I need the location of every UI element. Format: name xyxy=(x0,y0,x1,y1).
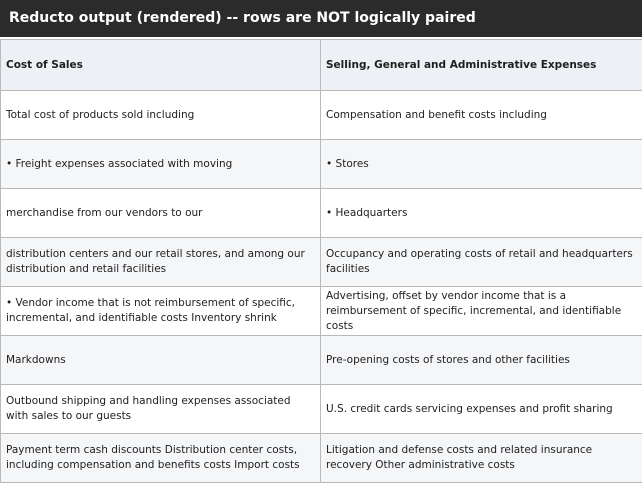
table-cell: Occupancy and operating costs of retail and headquarters facilities xyxy=(321,238,642,287)
table-row xyxy=(1,238,642,287)
table-cell: • Vendor income that is not reimbursement of specific, incremental, and identifiable costs Inventory shrink xyxy=(1,287,321,336)
table-cell: Compensation and benefit costs including xyxy=(321,91,642,140)
column-header-sga-expenses: Selling, General and Administrative Expenses xyxy=(321,40,642,91)
table-row xyxy=(1,189,642,238)
table-cell: Total cost of products sold including xyxy=(1,91,321,140)
table-cell: U.S. credit cards servicing expenses and profit sharing xyxy=(321,385,642,434)
table-row xyxy=(1,287,642,336)
table-header-row xyxy=(1,40,642,91)
table-cell: • Headquarters xyxy=(321,189,642,238)
table-cell: Litigation and defense costs and related insurance recovery Other administrative costs xyxy=(321,434,642,483)
table-cell: merchandise from our vendors to our xyxy=(1,189,321,238)
table-row xyxy=(1,336,642,385)
table-cell: Payment term cash discounts Distribution center costs, including compensation and benefits costs Import costs xyxy=(1,434,321,483)
column-header-cost-of-sales: Cost of Sales xyxy=(1,40,321,91)
table-row xyxy=(1,385,642,434)
expense-table xyxy=(0,39,642,483)
table-row xyxy=(1,91,642,140)
table-cell: • Freight expenses associated with moving xyxy=(1,140,321,189)
table-cell: Markdowns xyxy=(1,336,321,385)
table-row xyxy=(1,140,642,189)
table-row xyxy=(1,434,642,483)
table-cell: distribution centers and our retail stores, and among our distribution and retail facilities xyxy=(1,238,321,287)
table-cell: • Stores xyxy=(321,140,642,189)
table-cell: Pre-opening costs of stores and other facilities xyxy=(321,336,642,385)
table-cell: Outbound shipping and handling expenses associated with sales to our guests xyxy=(1,385,321,434)
table-cell: Advertising, offset by vendor income that is a reimbursement of specific, incremental, and identifiable costs xyxy=(321,287,642,336)
page-title: Reducto output (rendered) -- rows are NOT logically paired xyxy=(0,0,642,37)
